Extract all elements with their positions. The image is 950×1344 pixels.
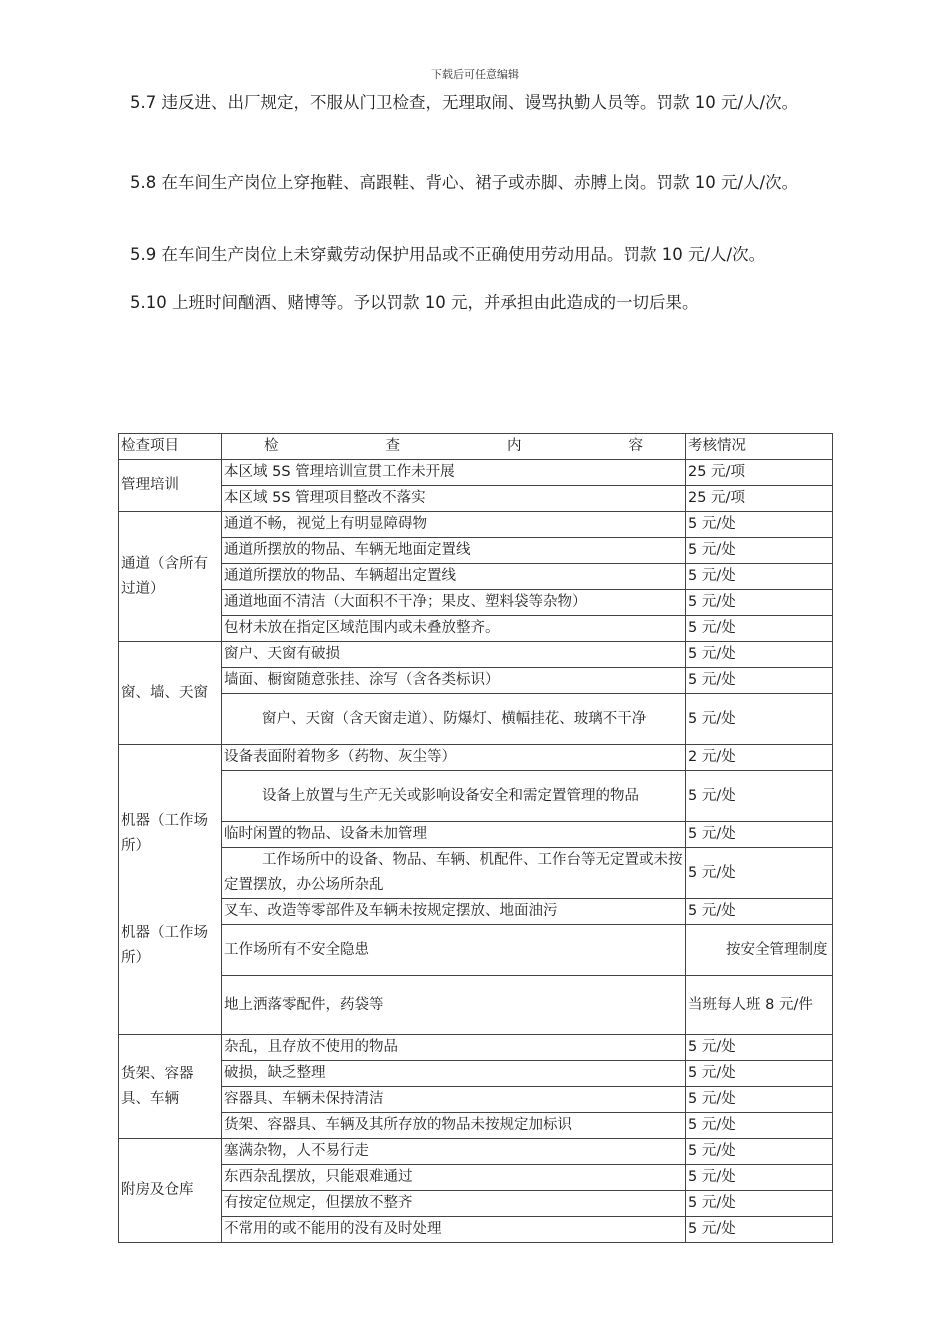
score-cell: 5 元/处 xyxy=(686,1061,833,1087)
score-cell: 5 元/处 xyxy=(686,1139,833,1165)
table-row xyxy=(119,512,833,538)
table-row xyxy=(119,642,833,668)
content-cell: 杂乱，且存放不使用的物品 xyxy=(222,1035,686,1061)
table-row xyxy=(119,1191,833,1217)
paragraph-5-8: 5.8 在车间生产岗位上穿拖鞋、高跟鞋、背心、裙子或赤脚、赤膊上岗。罚款 10 元/人/次。 xyxy=(130,173,799,192)
category-cell: 通道（含所有过道） xyxy=(119,512,222,642)
table-row xyxy=(119,899,833,925)
score-cell: 5 元/处 xyxy=(686,590,833,616)
table-row xyxy=(119,771,833,822)
table-row xyxy=(119,616,833,642)
table-row xyxy=(119,1113,833,1139)
content-cell: 货架、容器具、车辆及其所存放的物品未按规定加标识 xyxy=(222,1113,686,1139)
header-content-char: 容 xyxy=(628,438,643,454)
category-cell: 窗、墙、天窗 xyxy=(119,642,222,745)
table-row xyxy=(119,1035,833,1061)
table-row xyxy=(119,564,833,590)
content-cell: 容器具、车辆未保持清洁 xyxy=(222,1087,686,1113)
score-cell: 5 元/处 xyxy=(686,1087,833,1113)
table-row xyxy=(119,1217,833,1243)
score-cell: 5 元/处 xyxy=(686,1191,833,1217)
page-header: 下载后可任意编辑 xyxy=(431,68,519,81)
table-row xyxy=(119,1087,833,1113)
content-cell: 工作场所中的设备、物品、车辆、机配件、工作台等无定置或未按定置摆放，办公场所杂乱 xyxy=(222,848,686,899)
header-category: 检查项目 xyxy=(119,434,222,460)
content-cell: 墙面、橱窗随意张挂、涂写（含各类标识） xyxy=(222,668,686,694)
content-cell: 窗户、天窗（含天窗走道）、防爆灯、横幅挂花、玻璃不干净 xyxy=(222,694,686,745)
table-row xyxy=(119,668,833,694)
table-row xyxy=(119,822,833,848)
content-cell: 破损，缺乏整理 xyxy=(222,1061,686,1087)
table-row xyxy=(119,1139,833,1165)
score-cell: 5 元/处 xyxy=(686,1165,833,1191)
score-cell: 5 元/处 xyxy=(686,616,833,642)
header-score: 考核情况 xyxy=(686,434,833,460)
content-cell: 地上洒落零配件，药袋等 xyxy=(222,976,686,1035)
paragraph-5-9: 5.9 在车间生产岗位上未穿戴劳动保护用品或不正确使用劳动用品。罚款 10 元/人/次。 xyxy=(130,245,766,264)
content-cell: 本区域 5S 管理培训宣贯工作未开展 xyxy=(222,460,686,486)
content-cell: 临时闲置的物品、设备未加管理 xyxy=(222,822,686,848)
content-cell: 不常用的或不能用的没有及时处理 xyxy=(222,1217,686,1243)
content-cell: 叉车、改造等零部件及车辆未按规定摆放、地面油污 xyxy=(222,899,686,925)
table-row xyxy=(119,486,833,512)
category-cell: 管理培训 xyxy=(119,460,222,512)
score-cell: 2 元/处 xyxy=(686,745,833,771)
category-cell: 货架、容器具、车辆 xyxy=(119,1035,222,1139)
paragraph-5-7: 5.7 违反进、出厂规定，不服从门卫检查，无理取闹、谩骂执勤人员等。罚款 10 元/人/次。 xyxy=(130,93,799,112)
category-label: 机器（工作场所） xyxy=(121,812,208,854)
paragraph-5-10: 5.10 上班时间酗酒、赌博等。予以罚款 10 元，并承担由此造成的一切后果。 xyxy=(130,293,699,312)
score-cell: 25 元/项 xyxy=(686,486,833,512)
header-content-char: 查 xyxy=(385,438,400,454)
table-row xyxy=(119,590,833,616)
content-cell: 本区域 5S 管理项目整改不落实 xyxy=(222,486,686,512)
score-cell: 5 元/处 xyxy=(686,1035,833,1061)
content-cell: 通道所摆放的物品、车辆超出定置线 xyxy=(222,564,686,590)
header-content-char: 内 xyxy=(507,438,522,454)
score-cell: 25 元/项 xyxy=(686,460,833,486)
table-row xyxy=(119,848,833,899)
content-cell: 塞满杂物，人不易行走 xyxy=(222,1139,686,1165)
content-cell: 窗户、天窗有破损 xyxy=(222,642,686,668)
score-cell: 5 元/处 xyxy=(686,899,833,925)
content-cell: 设备上放置与生产无关或影响设备安全和需定置管理的物品 xyxy=(222,771,686,822)
score-cell: 5 元/处 xyxy=(686,771,833,822)
table-row xyxy=(119,976,833,1035)
content-cell: 通道地面不清洁（大面积不干净；果皮、塑料袋等杂物） xyxy=(222,590,686,616)
table-row xyxy=(119,460,833,486)
category-label-repeat: 机器（工作场所） xyxy=(121,924,208,966)
score-cell: 5 元/处 xyxy=(686,564,833,590)
table-row xyxy=(119,538,833,564)
score-cell: 5 元/处 xyxy=(686,1217,833,1243)
score-cell: 5 元/处 xyxy=(686,1113,833,1139)
table-row xyxy=(119,1061,833,1087)
table-row xyxy=(119,1165,833,1191)
content-cell: 设备表面附着物多（药物、灰尘等） xyxy=(222,745,686,771)
score-cell: 当班每人班 8 元/件 xyxy=(686,976,833,1035)
table-header-row xyxy=(119,434,833,460)
table-row xyxy=(119,745,833,771)
category-cell: 附房及仓库 xyxy=(119,1139,222,1243)
content-cell: 东西杂乱摆放，只能艰难通过 xyxy=(222,1165,686,1191)
score-cell: 5 元/处 xyxy=(686,822,833,848)
content-cell: 通道不畅，视觉上有明显障碍物 xyxy=(222,512,686,538)
score-cell: 5 元/处 xyxy=(686,668,833,694)
score-cell: 5 元/处 xyxy=(686,538,833,564)
content-cell: 有按定位规定，但摆放不整齐 xyxy=(222,1191,686,1217)
score-cell: 按安全管理制度 xyxy=(686,925,833,976)
content-cell: 包材未放在指定区域范围内或未叠放整齐。 xyxy=(222,616,686,642)
score-cell: 5 元/处 xyxy=(686,642,833,668)
content-cell: 工作场所有不安全隐患 xyxy=(222,925,686,976)
table-row xyxy=(119,925,833,976)
header-content xyxy=(222,434,686,460)
header-content-char: 检 xyxy=(264,438,279,454)
score-cell: 5 元/处 xyxy=(686,848,833,899)
score-cell: 5 元/处 xyxy=(686,512,833,538)
table-row xyxy=(119,694,833,745)
inspection-table xyxy=(118,433,833,1243)
score-cell: 5 元/处 xyxy=(686,694,833,745)
content-cell: 通道所摆放的物品、车辆无地面定置线 xyxy=(222,538,686,564)
category-cell xyxy=(119,745,222,1035)
